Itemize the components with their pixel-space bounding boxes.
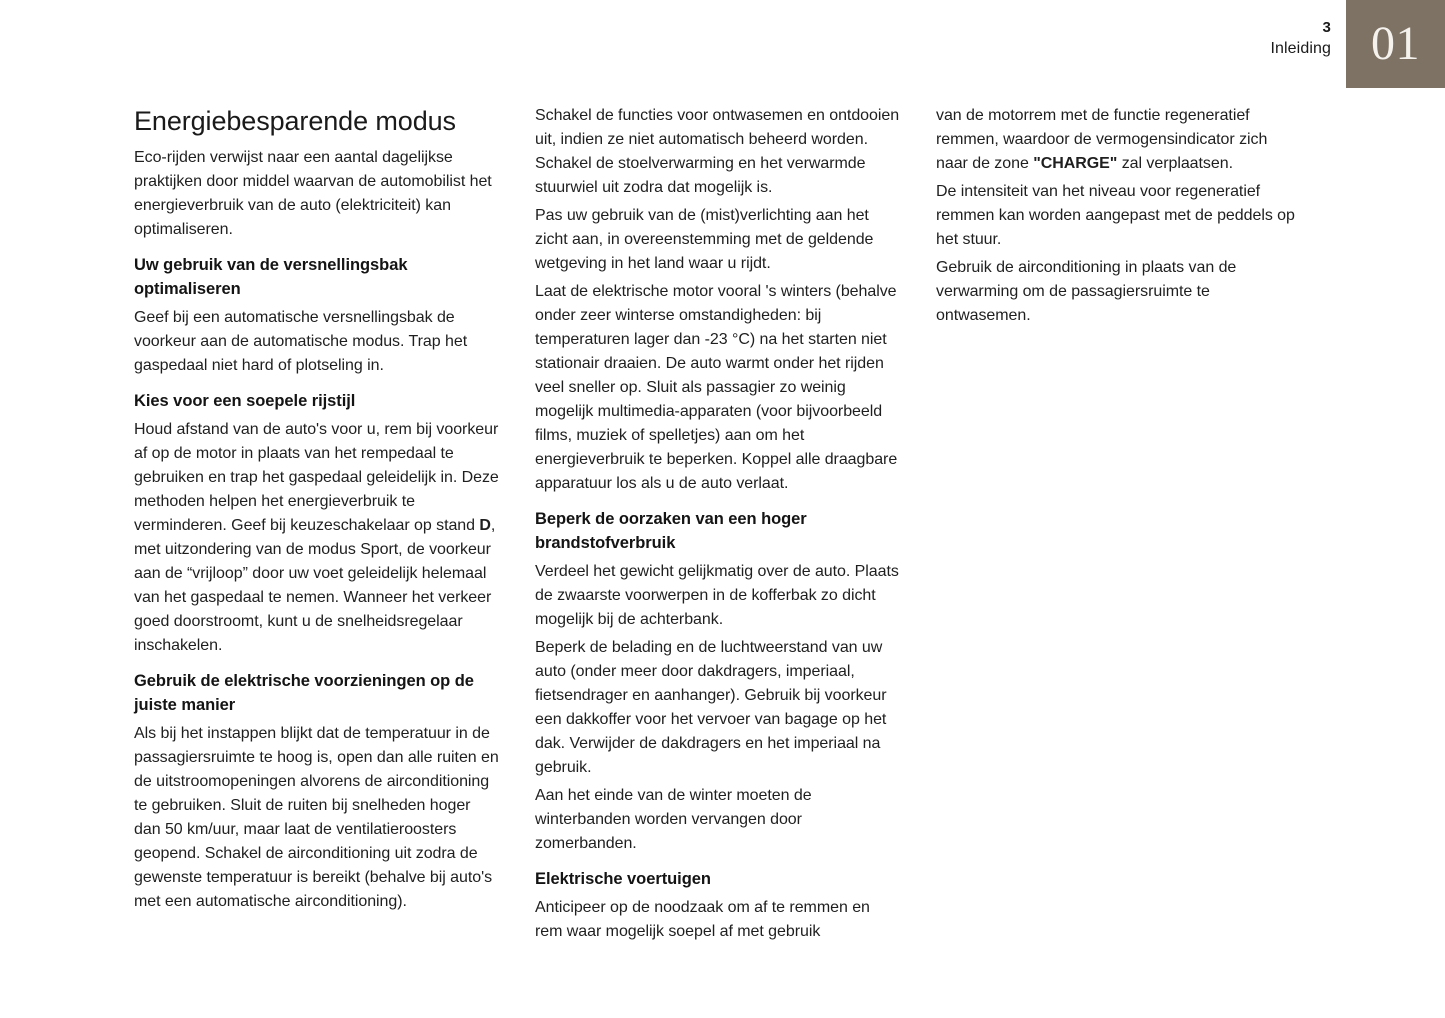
body-paragraph: Gebruik de airconditioning in plaats van de verwarming om de passagiersruimte te ontwasemen. [936, 259, 1237, 324]
body-paragraph: Geef bij een automatische versnellingsbak de voorkeur aan de automatische modus. Trap het gaspedaal niet hard of plotseling in. [134, 309, 468, 374]
body-paragraph: Eco-rijden verwijst naar een aantal dagelijkse praktijken door middel waarvan de automobilist het energieverbruik van de auto (elektriciteit) kan optimaliseren. [134, 149, 492, 238]
body-paragraph: De intensiteit van het niveau voor regeneratief remmen kan worden aangepast met de peddels op het stuur. [936, 183, 1295, 248]
chapter-number: 01 [1371, 17, 1420, 70]
body-paragraph: Anticipeer op de noodzaak om af te remmen en rem waar mogelijk soepel af met gebruik [535, 899, 870, 940]
section-heading: Kies voor een soepele rijstijl [134, 392, 356, 410]
body-paragraph: Schakel de functies voor ontwasemen en ontdooien uit, indien ze niet automatisch beheerd worden. Schakel de stoelverwarming en het verwarmde stuurwiel uit zodra dat mogelijk is. [535, 107, 900, 196]
section-heading: Elektrische voertuigen [535, 870, 711, 888]
section-heading: Beperk de oorzaken van een hoger brandstofverbruik [535, 510, 807, 552]
body-paragraph: Laat de elektrische motor vooral 's winters (behalve onder zeer winterse omstandigheden: bij temperaturen lager dan -23 °C) na het starten niet stationair draaien. De auto warmt onder het rijden veel sneller op. Sluit als passagier zo weinig mogelijk multimedia-apparaten (voor bijvoorbeeld films, muziek of spelletjes) aan om het energieverbruik te beperken. Koppel alle draagbare apparatuur los als u de auto verlaat. [535, 283, 898, 492]
body-paragraph: Verdeel het gewicht gelijkmatig over de auto. Plaats de zwaarste voorwerpen in de kofferbak zo dicht mogelijk bij de achterbank. [535, 563, 899, 628]
body-paragraph: van de motorrem met de functie regeneratief remmen, waardoor de vermogensindicator zich naar de zone "CHARGE" zal verplaatsen. [936, 107, 1268, 172]
column-left [134, 104, 499, 918]
page-title: Energiebesparende modus [134, 106, 456, 136]
body-paragraph: Pas uw gebruik van de (mist)verlichting aan het zicht aan, in overeenstemming met de geldende wetgeving in het land waar u rijdt. [535, 207, 874, 272]
body-paragraph: Houd afstand van de auto's voor u, rem bij voorkeur af op de motor in plaats van het rempedaal te gebruiken en trap het gaspedaal geleidelijk in. Deze methoden helpen het energieverbruik te verminderen. Geef bij keuzeschakelaar op stand D, met uitzondering van de modus Sport, de voorkeur aan de “vrijloop” door uw voet geleidelijk helemaal van het gaspedaal te nemen. Wanneer het verkeer goed doorstroomt, kunt u de snelheidsregelaar inschakelen. [134, 421, 499, 654]
chapter-tab [1346, 0, 1445, 88]
section-heading: Gebruik de elektrische voorzieningen op de juiste manier [134, 672, 474, 714]
page-number: 3 [1322, 19, 1331, 36]
body-paragraph: Als bij het instappen blijkt dat de temperatuur in de passagiersruimte te hoog is, open dan alle ruiten en de uitstroomopeningen alvorens de airconditioning te gebruiken. Sluit de ruiten bij snelheden hoger dan 50 km/uur, maar laat de ventilatieroosters geopend. Schakel de airconditioning uit zodra de gewenste temperatuur is bereikt (behalve bij auto's met een automatische airconditioning). [134, 725, 499, 910]
section-heading: Uw gebruik van de versnellingsbak optimaliseren [134, 256, 408, 298]
page-header-meta [1040, 18, 1331, 60]
section-name: Inleiding [1270, 40, 1331, 57]
column-right [936, 104, 1301, 332]
body-paragraph: Beperk de belading en de luchtweerstand van uw auto (onder meer door dakdragers, imperiaal, fietsendrager en aanhanger). Gebruik bij voorkeur een dakkoffer voor het vervoer van bagage op het dak. Verwijder de dakdragers en het imperiaal na gebruik. [535, 639, 887, 776]
content-columns [134, 104, 1302, 948]
body-paragraph: Aan het einde van de winter moeten de winterbanden worden vervangen door zomerbanden. [535, 787, 812, 852]
column-middle [535, 104, 900, 948]
